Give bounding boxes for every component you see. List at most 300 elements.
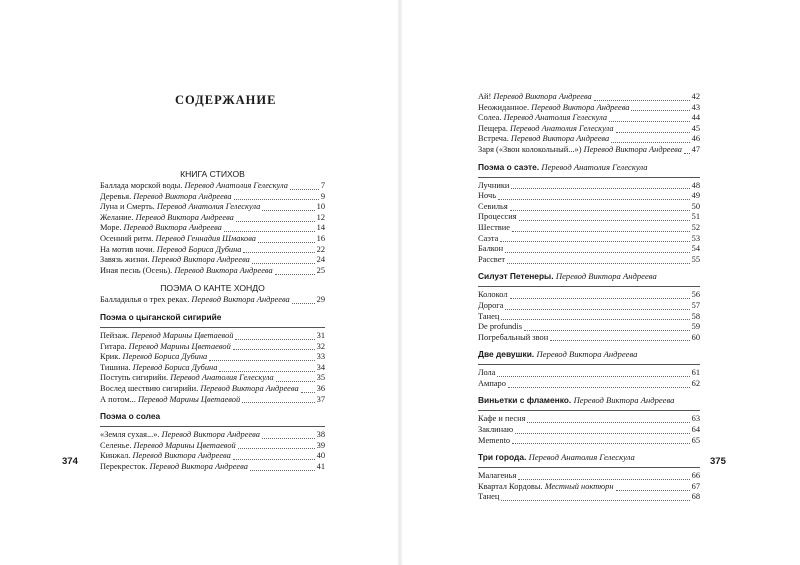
group-rule [100, 423, 325, 427]
entry-page: 42 [691, 92, 700, 101]
toc-entry [478, 436, 700, 447]
entry-title-wrap [478, 379, 506, 390]
group-heading [478, 394, 700, 407]
entry-page: 49 [691, 191, 700, 201]
toc-entry [100, 384, 325, 395]
dot-leader [501, 494, 689, 501]
dot-leader [243, 246, 314, 253]
entry-translator: Перевод Бориса Дубина [132, 362, 218, 372]
dot-leader [250, 464, 315, 471]
entry-translator: Перевод Анатолия Гелескула [170, 373, 274, 383]
entry-title: Саэта [478, 233, 499, 243]
entry-page: 32 [316, 341, 325, 351]
page-number-right: 375 [710, 456, 726, 467]
entry-title: «Земля сухая...». [100, 430, 160, 440]
entry-page: 65 [691, 435, 700, 445]
toc-entry [100, 255, 325, 266]
entry-title: Встреча. [478, 134, 509, 144]
entry-title-wrap [100, 245, 241, 256]
entry-title-wrap [478, 145, 682, 156]
dot-leader [512, 437, 690, 444]
entry-page: 34 [316, 362, 325, 372]
entry-title-wrap [100, 352, 207, 363]
entry-title-wrap [478, 212, 517, 223]
toc-entry [478, 471, 700, 482]
entry-translator: Перевод Анатолия Гелескула [503, 113, 608, 123]
entry-title: На мотив ночи. [100, 244, 155, 254]
toc-entry [100, 331, 325, 342]
entry-title: Процессия [478, 212, 517, 222]
entry-translator: Перевод Марины Цветаевой [128, 341, 231, 351]
entry-page: 41 [316, 461, 325, 471]
dot-leader [262, 432, 315, 439]
entry-title-wrap [100, 295, 290, 306]
group-heading [100, 311, 325, 324]
entry-translator: Перевод Марины Цветаевой [133, 440, 236, 450]
dot-leader [684, 147, 690, 154]
entry-title: Неожиданное. [478, 102, 530, 112]
dot-leader [290, 183, 319, 190]
entry-page: 46 [691, 134, 700, 144]
toc-entry [478, 134, 700, 145]
entry-page: 64 [691, 425, 700, 435]
entry-title-wrap [100, 331, 233, 342]
dot-leader [518, 473, 689, 480]
entry-title-wrap [478, 244, 503, 255]
entry-translator: Перевод Марины Цветаевой [137, 394, 241, 404]
dot-leader [301, 386, 315, 393]
dot-leader [550, 334, 689, 341]
toc-entry [478, 92, 700, 103]
entry-page: 31 [316, 330, 325, 340]
group-heading [478, 161, 700, 174]
dot-leader [500, 235, 689, 242]
entry-title-wrap [478, 223, 510, 234]
entry-title-wrap [478, 181, 509, 192]
dot-leader [611, 136, 689, 143]
entry-page: 35 [316, 373, 325, 383]
toc-entry [478, 244, 700, 255]
entry-title-wrap [478, 492, 499, 503]
entry-title: Желание. [100, 212, 134, 222]
entry-page: 12 [316, 212, 325, 222]
dot-leader [252, 257, 315, 264]
toc-column-right [478, 92, 700, 503]
toc-entry [100, 441, 325, 452]
toc-entry [100, 234, 325, 245]
entry-page: 59 [691, 322, 700, 332]
entry-title: Лучники [478, 180, 510, 190]
entry-title: Вослед шествию сигирийи. [100, 383, 199, 393]
entry-title: Луна и Смерть. [100, 202, 155, 212]
entry-page: 48 [691, 180, 700, 190]
entry-title: Поступь сигирийи. [100, 373, 169, 383]
entry-translator: Перевод Виктора Андреева [132, 451, 231, 461]
toc-entry [100, 342, 325, 353]
entry-title-wrap [100, 430, 260, 441]
toc-entry [478, 124, 700, 135]
entry-title-wrap [100, 213, 234, 224]
dot-leader [276, 375, 315, 382]
dot-leader [609, 115, 690, 122]
entry-translator: Местный ноктюрн [544, 481, 614, 491]
entry-title: Завязь жизни. [100, 255, 150, 265]
group-title: Силуэт Петенеры. [478, 271, 554, 282]
entry-translator: Перевод Виктора Андреева [151, 255, 250, 265]
dot-leader [262, 204, 314, 211]
dot-leader [519, 214, 690, 221]
entry-page: 61 [691, 368, 700, 378]
entry-title: Колокол [478, 290, 508, 300]
entry-translator: Перевод Виктора Андреева [174, 265, 273, 275]
toc-entry [100, 451, 325, 462]
entry-title-wrap [100, 223, 222, 234]
dot-leader [616, 126, 690, 133]
entry-page: 24 [316, 255, 325, 265]
toc-entry [478, 191, 700, 202]
entry-title: Иная песнь (Осень). [100, 265, 173, 275]
toc-entry [100, 245, 325, 256]
entry-title: Погребальный звон [478, 332, 549, 342]
entry-title: Заря («Звон колокольный...») [478, 144, 582, 154]
entry-title-wrap [478, 234, 498, 245]
toc-entry [100, 192, 325, 203]
entry-page: 7 [320, 181, 325, 190]
group-rule [100, 324, 325, 328]
entry-title-wrap [478, 471, 516, 482]
entry-page: 45 [691, 123, 700, 133]
entry-title: Танец [478, 492, 500, 502]
entry-translator: Перевод Марины Цветаевой [131, 330, 234, 340]
entry-page: 67 [691, 481, 700, 491]
entry-translator: Перевод Виктора Андреева [200, 383, 299, 393]
dot-leader [234, 193, 319, 200]
toc-entry [100, 202, 325, 213]
entry-title: Кинжал. [100, 451, 131, 461]
toc-entry [100, 266, 325, 277]
entry-title: Ночь [478, 191, 497, 201]
entry-title: А потом... [100, 394, 136, 404]
group-title: Три города. [478, 452, 527, 463]
entry-title-wrap [478, 113, 607, 124]
entry-translator: Перевод Виктора Андреева [583, 144, 682, 154]
entry-page: 57 [691, 300, 700, 310]
entry-title-wrap [478, 482, 614, 493]
entry-title: Перекресток. [100, 461, 148, 471]
group-rule [478, 174, 700, 178]
entry-title-wrap [478, 191, 496, 202]
toc-entry [100, 430, 325, 441]
entry-title: Ай! [478, 92, 492, 101]
entry-title-wrap [478, 368, 495, 379]
entry-page: 55 [691, 254, 700, 264]
entry-page: 50 [691, 201, 700, 211]
entry-title-wrap [478, 301, 503, 312]
dot-leader [616, 484, 690, 491]
toc-entry [478, 414, 700, 425]
dot-leader [510, 204, 690, 211]
page-title: СОДЕРЖАНИЕ [175, 93, 277, 107]
entry-title-wrap [478, 255, 505, 266]
entry-title-wrap [478, 436, 510, 447]
entry-page: 38 [316, 430, 325, 440]
entry-title: Memento [478, 435, 511, 445]
entry-title-wrap [478, 134, 609, 145]
toc-entry [478, 333, 700, 344]
dot-leader [507, 257, 690, 264]
entry-title-wrap [100, 373, 274, 384]
toc-entry [100, 223, 325, 234]
page-number-left: 374 [62, 456, 78, 467]
entry-title-wrap [100, 255, 250, 266]
entry-title: Деревья. [100, 191, 132, 201]
toc-entry [478, 312, 700, 323]
group-heading [478, 270, 700, 283]
entry-title-wrap [100, 384, 299, 395]
toc-entry [478, 301, 700, 312]
group-title: Поэма о саэте. [478, 161, 540, 172]
entry-title-wrap [100, 363, 217, 374]
toc-entry [100, 213, 325, 224]
entry-title: Балкон [478, 244, 504, 254]
entry-page: 60 [691, 332, 700, 342]
group-title: Две девушки. [478, 349, 535, 360]
toc-entry [478, 255, 700, 266]
entry-page: 37 [316, 394, 325, 404]
entry-translator: Перевод Виктора Андреева [191, 295, 290, 305]
toc-entry [100, 395, 325, 406]
entry-title: Рассвет [478, 254, 506, 264]
entry-page: 33 [316, 352, 325, 362]
dot-leader [242, 396, 314, 403]
dot-leader [505, 246, 690, 253]
dot-leader [511, 182, 689, 189]
right-page [400, 0, 800, 565]
group-title: Поэма о цыганской сигирийе [100, 311, 222, 322]
dot-leader [235, 333, 314, 340]
toc-entry [478, 212, 700, 223]
toc-entry [100, 181, 325, 192]
entry-title: Малагенья [478, 471, 517, 481]
entry-page: 9 [320, 191, 325, 201]
group-title: Виньетки с фламенко. [478, 395, 572, 406]
entry-translator: Перевод Виктора Андреева [493, 92, 592, 101]
group-translator: Перевод Виктора Андреева [536, 349, 638, 360]
entry-page: 16 [316, 233, 325, 243]
entry-title: Море. [100, 223, 122, 233]
entry-title-wrap [100, 462, 248, 473]
dot-leader [233, 343, 315, 350]
entry-title: Севилья [478, 201, 508, 211]
toc-entry [478, 103, 700, 114]
toc-entry [478, 425, 700, 436]
toc-entry [478, 223, 700, 234]
entry-translator: Перевод Виктора Андреева [510, 134, 610, 144]
entry-page: 25 [316, 265, 325, 275]
entry-title-wrap [478, 202, 508, 213]
dot-leader [631, 104, 689, 111]
entry-title-wrap [478, 322, 522, 333]
toc-entry [478, 322, 700, 333]
entry-title: Селенье. [100, 440, 132, 450]
dot-leader [258, 236, 315, 243]
toc-entry [100, 295, 325, 306]
toc-entry [478, 145, 700, 156]
entry-title-wrap [478, 414, 525, 425]
entry-title: De profundis [478, 322, 522, 332]
entry-translator: Перевод Виктора Андреева [123, 223, 222, 233]
entry-title: Солеа. [478, 113, 502, 123]
entry-title: Осенний ритм. [100, 233, 154, 243]
dot-leader [292, 297, 315, 304]
group-translator: Перевод Виктора Андреева [573, 395, 675, 406]
group-heading [478, 451, 700, 464]
toc-entry [100, 373, 325, 384]
entry-page: 29 [316, 295, 325, 305]
entry-title: Дорога [478, 300, 504, 310]
entry-title: Пейзаж. [100, 330, 130, 340]
group-rule [478, 283, 700, 287]
toc-entry [100, 462, 325, 473]
entry-title-wrap [100, 202, 260, 213]
group-rule [478, 361, 700, 365]
entry-title-wrap [100, 181, 288, 192]
dot-leader [236, 215, 315, 222]
entry-translator: Перевод Анатолия Гелескула [184, 181, 288, 190]
dot-leader [524, 324, 690, 331]
entry-page: 54 [691, 244, 700, 254]
entry-title-wrap [100, 234, 256, 245]
entry-page: 63 [691, 414, 700, 424]
dot-leader [594, 94, 690, 101]
entry-title-wrap [100, 266, 273, 277]
entry-page: 10 [316, 202, 325, 212]
entry-title: Заклинаю [478, 425, 514, 435]
entry-page: 39 [316, 440, 325, 450]
group-rule [478, 464, 700, 468]
section-heading: ПОЭМА О КАНТЕ ХОНДО [160, 283, 265, 294]
entry-title-wrap [100, 342, 231, 353]
entry-title-wrap [100, 441, 236, 452]
entry-page: 66 [691, 471, 700, 481]
entry-page: 36 [316, 383, 325, 393]
dot-leader [233, 453, 315, 460]
entry-title: Квартал Кордовы. [478, 481, 543, 491]
entry-translator: Перевод Виктора Андреева [133, 191, 232, 201]
dot-leader [224, 225, 315, 232]
entry-translator: Перевод Виктора Андреева [135, 212, 234, 222]
dot-leader [501, 313, 689, 320]
toc-entry [478, 368, 700, 379]
group-title: Поэма о солеа [100, 411, 161, 422]
entry-translator: Перевод Виктора Андреева [531, 102, 630, 112]
dot-leader [508, 381, 690, 388]
entry-translator: Перевод Анатолия Гелескула [156, 202, 261, 212]
entry-title: Тишина. [100, 362, 131, 372]
entry-translator: Перевод Геннадия Шмакова [155, 233, 256, 243]
entry-title-wrap [478, 290, 508, 301]
entry-title: Крик. [100, 352, 121, 362]
toc-entry [478, 379, 700, 390]
toc-entry [478, 290, 700, 301]
entry-title-wrap [100, 451, 231, 462]
toc-entry [100, 352, 325, 363]
entry-translator: Перевод Бориса Дубина [156, 244, 242, 254]
entry-title-wrap [478, 312, 499, 323]
entry-page: 56 [691, 290, 700, 300]
toc-entry [478, 181, 700, 192]
entry-title: Шествие [478, 222, 510, 232]
dot-leader [497, 370, 689, 377]
dot-leader [238, 442, 315, 449]
group-rule [478, 407, 700, 411]
entry-page: 51 [691, 212, 700, 222]
entry-page: 40 [316, 451, 325, 461]
group-translator: Перевод Виктора Андреева [555, 271, 657, 282]
entry-title-wrap [478, 333, 548, 344]
entry-page: 44 [691, 113, 700, 123]
entry-title-wrap [100, 395, 240, 406]
entry-title: Гитара. [100, 341, 127, 351]
entry-page: 14 [316, 223, 325, 233]
entry-page: 68 [691, 492, 700, 502]
entry-title: Пещера. [478, 123, 508, 133]
group-translator: Перевод Анатолия Гелескула [541, 161, 648, 172]
toc-column-left [100, 167, 325, 472]
entry-title-wrap [478, 124, 614, 135]
entry-page: 22 [316, 244, 325, 254]
dot-leader [275, 268, 315, 275]
toc-entry [478, 482, 700, 493]
entry-title: Лола [478, 368, 496, 378]
entry-translator: Перевод Анатолия Гелескула [510, 123, 614, 133]
dot-leader [515, 427, 690, 434]
entry-translator: Перевод Виктора Андреева [161, 430, 260, 440]
entry-title: Баллада морской воды. [100, 181, 183, 190]
dot-leader [498, 193, 690, 200]
toc-entry [478, 202, 700, 213]
entry-page: 58 [691, 311, 700, 321]
entry-title: Ампаро [478, 378, 506, 388]
entry-title: Танец [478, 311, 500, 321]
group-heading [100, 410, 325, 423]
entry-title-wrap [478, 92, 592, 103]
toc-entry [478, 234, 700, 245]
entry-title-wrap [478, 103, 629, 114]
entry-title-wrap [100, 192, 232, 203]
toc-entry [478, 492, 700, 503]
section-heading: КНИГА СТИХОВ [180, 169, 245, 179]
entry-translator: Перевод Бориса Дубина [122, 352, 208, 362]
toc-entry [100, 363, 325, 374]
entry-title: Кафе и песня [478, 414, 526, 424]
dot-leader [510, 292, 690, 299]
entry-page: 62 [691, 378, 700, 388]
dot-leader [209, 354, 314, 361]
entry-title-wrap [478, 425, 513, 436]
group-heading [478, 348, 700, 361]
dot-leader [505, 303, 689, 310]
dot-leader [527, 416, 689, 423]
entry-translator: Перевод Виктора Андреева [149, 461, 248, 471]
entry-page: 52 [691, 222, 700, 232]
group-translator: Перевод Анатолия Гелескула [528, 452, 635, 463]
entry-page: 53 [691, 233, 700, 243]
toc-entry [478, 113, 700, 124]
entry-title: Балладилья о трех реках. [100, 295, 190, 305]
entry-page: 43 [691, 102, 700, 112]
dot-leader [512, 225, 690, 232]
